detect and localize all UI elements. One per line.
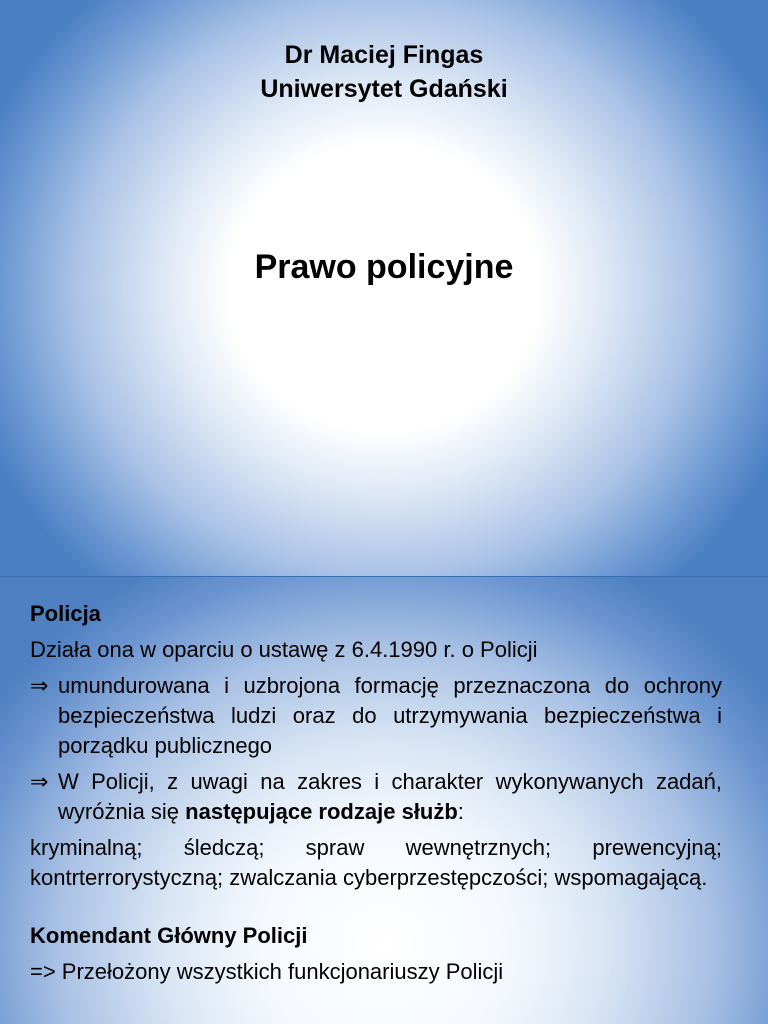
list-item [30, 767, 722, 827]
section-heading-policja: Policja [30, 601, 101, 626]
author-block [0, 38, 768, 106]
slide-content [30, 599, 722, 987]
author-affiliation: Uniwersytet Gdański [260, 75, 508, 103]
list-item-text-prefix: W Policji, z uwagi na zakres i charakter wykonywanych zadań, wyróżnia się [58, 769, 722, 824]
spacer [30, 893, 722, 921]
list-item-text-suffix: : [457, 799, 464, 824]
last-line-text: => Przełożony wszystkich funkcjonariuszy Policji [30, 959, 504, 984]
list-item-text [58, 767, 722, 827]
services-list-text: kryminalną; śledczą; spraw wewnętrznych; prewencyjną; kontrterrorystyczną; zwalczania cyberprzestępczości; wspomagającą. [30, 835, 722, 890]
author-name: Dr Maciej Fingas [284, 41, 484, 69]
content-slide [0, 576, 768, 1024]
intro-text: Działa ona w oparciu o ustawę z 6.4.1990 r. o Policji [30, 637, 538, 662]
slide-title: Prawo policyjne [254, 248, 514, 286]
section-heading-komendant: Komendant Główny Policji [30, 923, 308, 948]
list-item-text: umundurowana i uzbrojona formację przeznaczona do ochrony bezpieczeństwa ludzi oraz do utrzymywania bezpieczeństwa i porządku publicznego [58, 673, 722, 758]
list-item-text-bold: następujące rodzaje służb [185, 799, 458, 824]
implies-arrow-icon: ⇒ [30, 673, 49, 698]
implies-arrow-icon: ⇒ [30, 769, 49, 794]
list-item [30, 671, 722, 761]
